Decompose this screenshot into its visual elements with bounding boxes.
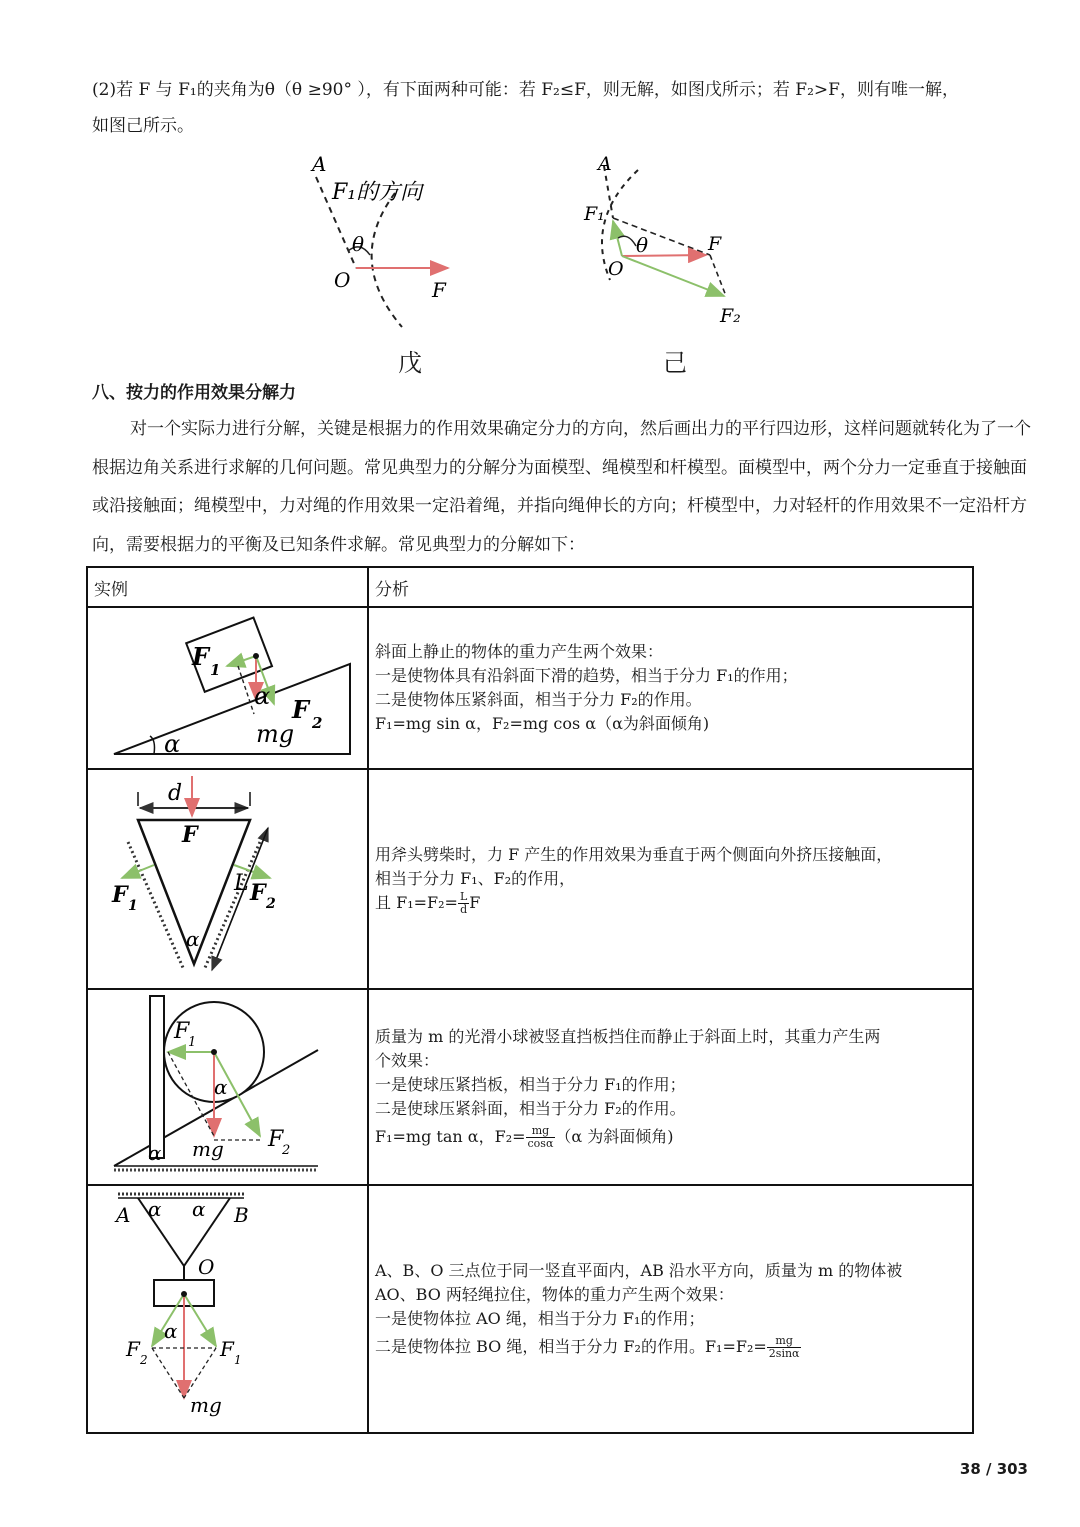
analysis-cell-ball: 质量为 m 的光滑小球被竖直挡板挡住而静止于斜面上时，其重力产生两 个效果： 一是使球压紧挡板，相当于分力 F₁的作用； 二是使球压紧斜面，相当于分力 F₂的作用。 F₁=mg tan α，F₂= $\frac{mg}{\cos\alpha}$ （α 为斜面倾角) (368, 989, 973, 1185)
label-f1: F (174, 1019, 190, 1044)
formula: F₁=mg sin α，F₂=mg cos α（α为斜面倾角) (375, 714, 710, 733)
label-alpha: α (186, 927, 200, 951)
header-analysis: 分析 (368, 567, 973, 607)
intro-line-2: 如图己所示。 (92, 116, 194, 136)
label-theta: θ (352, 232, 365, 256)
label-f1-direction: F₁的方向 (332, 180, 423, 205)
example-cell-ropes (87, 1185, 368, 1433)
section-body: 对一个实际力进行分解，关键是根据力的作用效果确定分力的方向，然后画出力的平行四边形，这样问题就转化为了一个根据边角关系进行求解的几何问题。常见典型力的分解分为面模型、绳模型和杆模型。面模型中，两个分力一定垂直于接触面或沿接触面；绳模型中，力对绳的作用效果一定沿着绳，并指向绳伸长的方向；杆模型中，力对轻杆的作用效果不一定沿杆方向，需要根据力的平衡及已知条件求解。常见典型力的分解如下： (92, 419, 1031, 555)
label-o: O (334, 268, 351, 292)
label-mg: mg (192, 1137, 224, 1161)
example-cell-axe (87, 769, 368, 989)
svg-text:1: 1 (188, 1035, 197, 1050)
label-f2: F₂ (720, 305, 741, 327)
force-f-arrow (622, 255, 706, 256)
formula: 且 F₁=F₂= $\frac{L}{d}$ F (375, 889, 481, 916)
label-mg: mg (190, 1393, 222, 1417)
label-f: F (432, 278, 446, 302)
incline-block-figure (88, 608, 361, 764)
label-alpha-left: α (148, 1197, 162, 1221)
force-f2-arrow (622, 256, 724, 296)
decomposition-table (86, 566, 974, 1434)
svg-text:1: 1 (234, 1353, 242, 1367)
intro-paragraph (92, 72, 1032, 144)
label-a: A (598, 153, 612, 175)
axe-wedge-figure (88, 770, 361, 984)
analysis-cell-ropes: A、B、O 三点位于同一竖直平面内，AB 沿水平方向，质量为 m 的物体被 AO、BO 两轻绳拉住，物体的重力产生两个效果： 一是使物体拉 AO 绳，相当于分力 F₁的作用； 二是使物体拉 BO 绳，相当于分力 F₂的作用。F₁=F₂= $\frac{mg}{2\sin\alpha}$ (368, 1185, 973, 1433)
label-theta: θ (636, 233, 649, 257)
table-row (87, 769, 973, 989)
label-incline-alpha: α (164, 730, 181, 758)
formula: 二是使物体拉 BO 绳，相当于分力 F₂的作用。F₁=F₂= $\frac{mg}{2\sin\alpha}$ (375, 1333, 800, 1360)
table-row (87, 607, 973, 769)
table-row (87, 989, 973, 1185)
example-cell-incline (87, 607, 368, 769)
theta-arc (618, 236, 636, 246)
label-alpha-right: α (192, 1197, 206, 1221)
section-heading: 八、按力的作用效果分解力 (92, 383, 296, 403)
label-f2: F (268, 1127, 284, 1152)
label-f: F (708, 233, 722, 255)
svg-text:1: 1 (210, 661, 221, 679)
header-example: 实例 (87, 567, 368, 607)
label-f1: F₁ (584, 203, 605, 225)
two-rope-figure (88, 1186, 361, 1428)
force-f1-arrow (613, 221, 622, 256)
closing-dashed-line (710, 255, 726, 296)
label-f1: F (192, 642, 210, 671)
label-o: O (198, 1255, 215, 1279)
label-mg: mg (256, 720, 295, 748)
label-f: F (182, 822, 198, 848)
label-incline-alpha: α (148, 1141, 162, 1165)
label-d: d (168, 781, 183, 806)
intro-line-1: (2)若 F 与 F₁的夹角为θ（θ ≥90° ），有下面两种可能：若 F₂≤F，则无解，如图戊所示；若 F₂>F，则有唯一解， (92, 80, 959, 100)
label-l: L (234, 871, 249, 896)
svg-text:2: 2 (312, 714, 323, 732)
label-f1: F (220, 1337, 234, 1361)
label-alpha-bottom: α (164, 1319, 178, 1343)
figure-wu (290, 145, 480, 340)
label-a: A (116, 1203, 131, 1227)
label-f2: F (126, 1337, 140, 1361)
label-o: O (608, 258, 624, 280)
label-alpha: α (254, 682, 271, 710)
formula: F₁=mg tan α，F₂= $\frac{mg}{\cos\alpha}$ （α 为斜面倾角) (375, 1123, 674, 1150)
label-f1: F (112, 882, 128, 908)
example-cell-ball (87, 989, 368, 1185)
caption-ji: 己 (663, 349, 687, 377)
label-f2: F (250, 880, 266, 906)
radius-arc (372, 193, 402, 327)
table-row (87, 1185, 973, 1433)
svg-text:1: 1 (128, 898, 138, 914)
analysis-cell-axe: 用斧头劈柴时，力 F 产生的作用效果为垂直于两个侧面向外挤压接触面， 相当于分力 F₁、F₂的作用， 且 F₁=F₂= $\frac{L}{d}$ F (368, 769, 973, 989)
figure-ji (580, 150, 760, 335)
caption-wu: 戊 (398, 349, 422, 377)
page-number: 38 / 303 (959, 1460, 1028, 1478)
ball-incline-figure (88, 990, 361, 1180)
analysis-cell-incline: 斜面上静止的物体的重力产生两个效果： 一是使物体具有沿斜面下滑的趋势，相当于分力 F₁的作用； 二是使物体压紧斜面，相当于分力 F₂的作用。 F₁=mg sin α，F₂=mg cos α（α为斜面倾角) (368, 607, 973, 769)
label-f2: F (292, 695, 310, 724)
label-alpha: α (214, 1075, 228, 1099)
svg-text:2: 2 (140, 1353, 148, 1367)
svg-text:2: 2 (282, 1143, 291, 1158)
label-b: B (234, 1203, 249, 1227)
table-header-row (87, 567, 973, 607)
svg-text:2: 2 (266, 896, 276, 912)
label-a: A (312, 152, 327, 176)
